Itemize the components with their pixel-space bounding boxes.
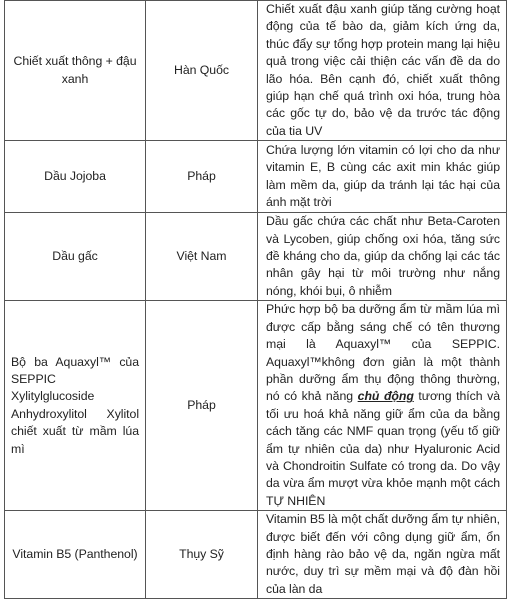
ingredient-name: Dầu Jojoba <box>5 141 146 213</box>
ingredient-description: Vitamin B5 là một chất dưỡng ẩm tự nhiên, được biết đến với công dụng giữ ẩm, ổn định hàng rào bảo vệ da, ngăn ngừa mất nước, duy trì sự mềm mại và độ đàn hồi của làn da <box>258 511 507 599</box>
ingredient-origin: Thụy Sỹ <box>146 511 258 599</box>
description-emphasis: chủ động <box>357 389 414 404</box>
ingredient-origin: Việt Nam <box>146 213 258 301</box>
ingredient-name: Bộ ba Aquaxyl™ của SEPPIC Xylitylglucoside Anhydroxylitol Xylitol chiết xuất từ mầm lúa mì <box>5 301 146 511</box>
table-row <box>5 141 507 213</box>
table-row <box>5 1 507 141</box>
ingredient-description: Chiết xuất đậu xanh giúp tăng cường hoạt động của tế bào da, giảm kích ứng da, thúc đẩy sự tổng hợp protein mang lại hiệu quả trong việc cải thiện các vấn đề da do lão hóa. Bên cạnh đó, chiết xuất thông giúp hạn chế quá trình oxi hóa, trung hòa các gốc tự do, bảo vệ da trước tác động của tia UV <box>258 1 507 141</box>
ingredient-name: Vitamin B5 (Panthenol) <box>5 511 146 599</box>
table-row <box>5 213 507 301</box>
ingredient-origin: Hàn Quốc <box>146 1 258 141</box>
ingredient-description <box>258 301 507 511</box>
description-text: Phức hợp bộ ba dưỡng ẩm từ mầm lúa mì được cấp bằng sáng chế có tên thương mại là Aquaxyl™ của SEPPIC. Aquaxyl™không đơn giản là một thành phần dưỡng ẩm thụ động thông thường, nó có khả năng <box>266 302 500 404</box>
description-text: tương thích và tối ưu hoá khả năng giữ ẩm của da bằng cách tăng các NMF quan trọng (yếu tố giữ ẩm tự nhiên của da) như Hyaluronic Acid và Chondroitin Sulfate có trong da. Do vậy da vừa ẩm mượt vừa khỏe mạnh một cách TỰ NHIÊN <box>266 389 501 508</box>
table-row <box>5 301 507 511</box>
ingredient-description: Dầu gấc chứa các chất như Beta-Caroten và Lycoben, giúp chống oxi hóa, tăng sức đề kháng cho da, giúp da chống lại các tác nhân gây hại từ môi trường như nắng nóng, khói bụi, ô nhiễm <box>258 213 507 301</box>
table-row <box>5 511 507 599</box>
ingredient-origin: Pháp <box>146 141 258 213</box>
ingredient-name: Dầu gấc <box>5 213 146 301</box>
ingredient-name: Chiết xuất thông + đậu xanh <box>5 1 146 141</box>
ingredient-description: Chứa lượng lớn vitamin có lợi cho da như vitamin E, B cùng các axit min khác giúp làm mềm da, giúp da tránh lại tác hại của ánh mặt trời <box>258 141 507 213</box>
ingredients-table <box>4 0 507 599</box>
ingredient-origin: Pháp <box>146 301 258 511</box>
